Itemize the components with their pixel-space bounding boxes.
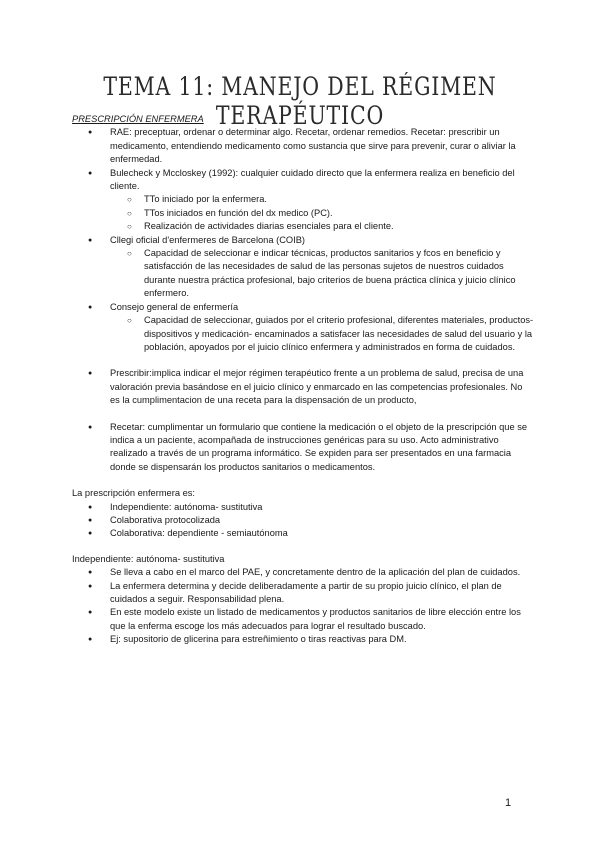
recetar-list [72, 421, 534, 475]
definitions-list [72, 126, 534, 354]
list-item: ● Recetar: cumplimentar un formulario que contiene la medicación o el objeto de la prescripción que se indica a un paciente, acompañada de instrucciones genéricas para su uso. Acto administrativo realizado a través de un programa informático. Se expiden para ser presentados en una farmacia donde se dispensarán los productos sanitarios o medicamentos. [72, 421, 534, 475]
sub-list [72, 247, 534, 301]
sub-list-item: ○ TTo iniciado por la enfermera. [72, 193, 534, 206]
types-intro: La prescripción enfermera es: [72, 488, 195, 499]
list-item [72, 126, 534, 166]
section-heading: PRESCRIPCIÓN ENFERMERA [72, 114, 204, 124]
list-item: ● Se lleva a cabo en el marco del PAE, y concretamente dentro de la aplicación del plan de cuidados. [72, 566, 534, 579]
list-item-text: Bulecheck y Mccloskey (1992): cualquier cuidado directo que la enfermera realiza en beneficio del cliente. [110, 167, 515, 192]
list-item [72, 167, 534, 234]
list-item: ● La enfermera determina y decide deliberadamente a partir de su propio juicio clínico, el plan de cuidados a seguir. Responsabilidad plena. [72, 580, 534, 607]
types-list [72, 501, 534, 541]
sub-list-item: ○ Realización de actividades diarias esenciales para el cliente. [72, 220, 534, 233]
list-item-text: Cllegi oficial d'enfermeres de Barcelona (COIB) [110, 234, 306, 245]
page-number: 1 [505, 797, 512, 809]
list-item-text: RAE: preceptuar, ordenar o determinar algo. Recetar, ordenar remedios. Recetar: prescribir un medicamento, entendiendo medicamento como sustancia que sirve para prevenir, curar o aliviar la enfermedad. [110, 127, 516, 165]
list-item: ● Colaborativa protocolizada [72, 514, 534, 527]
list-item: ● Ej: supositorio de glicerina para estreñimiento o tiras reactivas para DM. [72, 633, 534, 646]
document-body [72, 113, 534, 647]
list-item: ● En este modelo existe un listado de medicamentos y productos sanitarios de libre elección entre los que la enferma escoge los más adecuados para lograr el resultado buscado. [72, 606, 534, 633]
sub-list [72, 314, 534, 354]
prescribir-list [72, 367, 534, 407]
list-item: ● Colaborativa: dependiente - semiautónoma [72, 527, 534, 540]
page-title: TEMA 11: MANEJO DEL RÉGIMEN TERAPÉUTICO [103, 72, 497, 130]
list-item: ● Independiente: autónoma- sustitutiva [72, 501, 534, 514]
list-item [72, 234, 534, 301]
sub-list [72, 193, 534, 233]
sub-list-item: ○ Capacidad de seleccionar, guiados por el criterio profesional, diferentes materiales, productos-dispositivos y medicación- encaminados a satisfacer las necesidades de salud del usuario y la población, apoyados por el juicio clínico enfermera y administrados en forma de cuidados. [72, 314, 534, 354]
sub-list-item: ○ Capacidad de seleccionar e indicar técnicas, productos sanitarios y fcos en beneficio y satisfacción de las necesidades de salud de las personas sujetos de nuestros cuidados durante nuestra práctica profesional, bajo criterios de buena práctica clínica y juicio clínico enfermero. [72, 247, 534, 301]
list-item: ● Prescribir:implica indicar el mejor régimen terapéutico frente a un problema de salud, precisa de una valoración previa basándose en el juicio clínico y enmarcado en las competencias profesionales. No es la cumplimentacion de una receta para la dispensación de un producto, [72, 367, 534, 407]
list-item [72, 301, 534, 355]
list-item-text: Consejo general de enfermería [110, 301, 239, 312]
sub-list-item: ○ TTos iniciados en función del dx medico (PC). [72, 207, 534, 220]
independent-list [72, 566, 534, 646]
independent-heading: Independiente: autónoma- sustitutiva [72, 553, 225, 564]
